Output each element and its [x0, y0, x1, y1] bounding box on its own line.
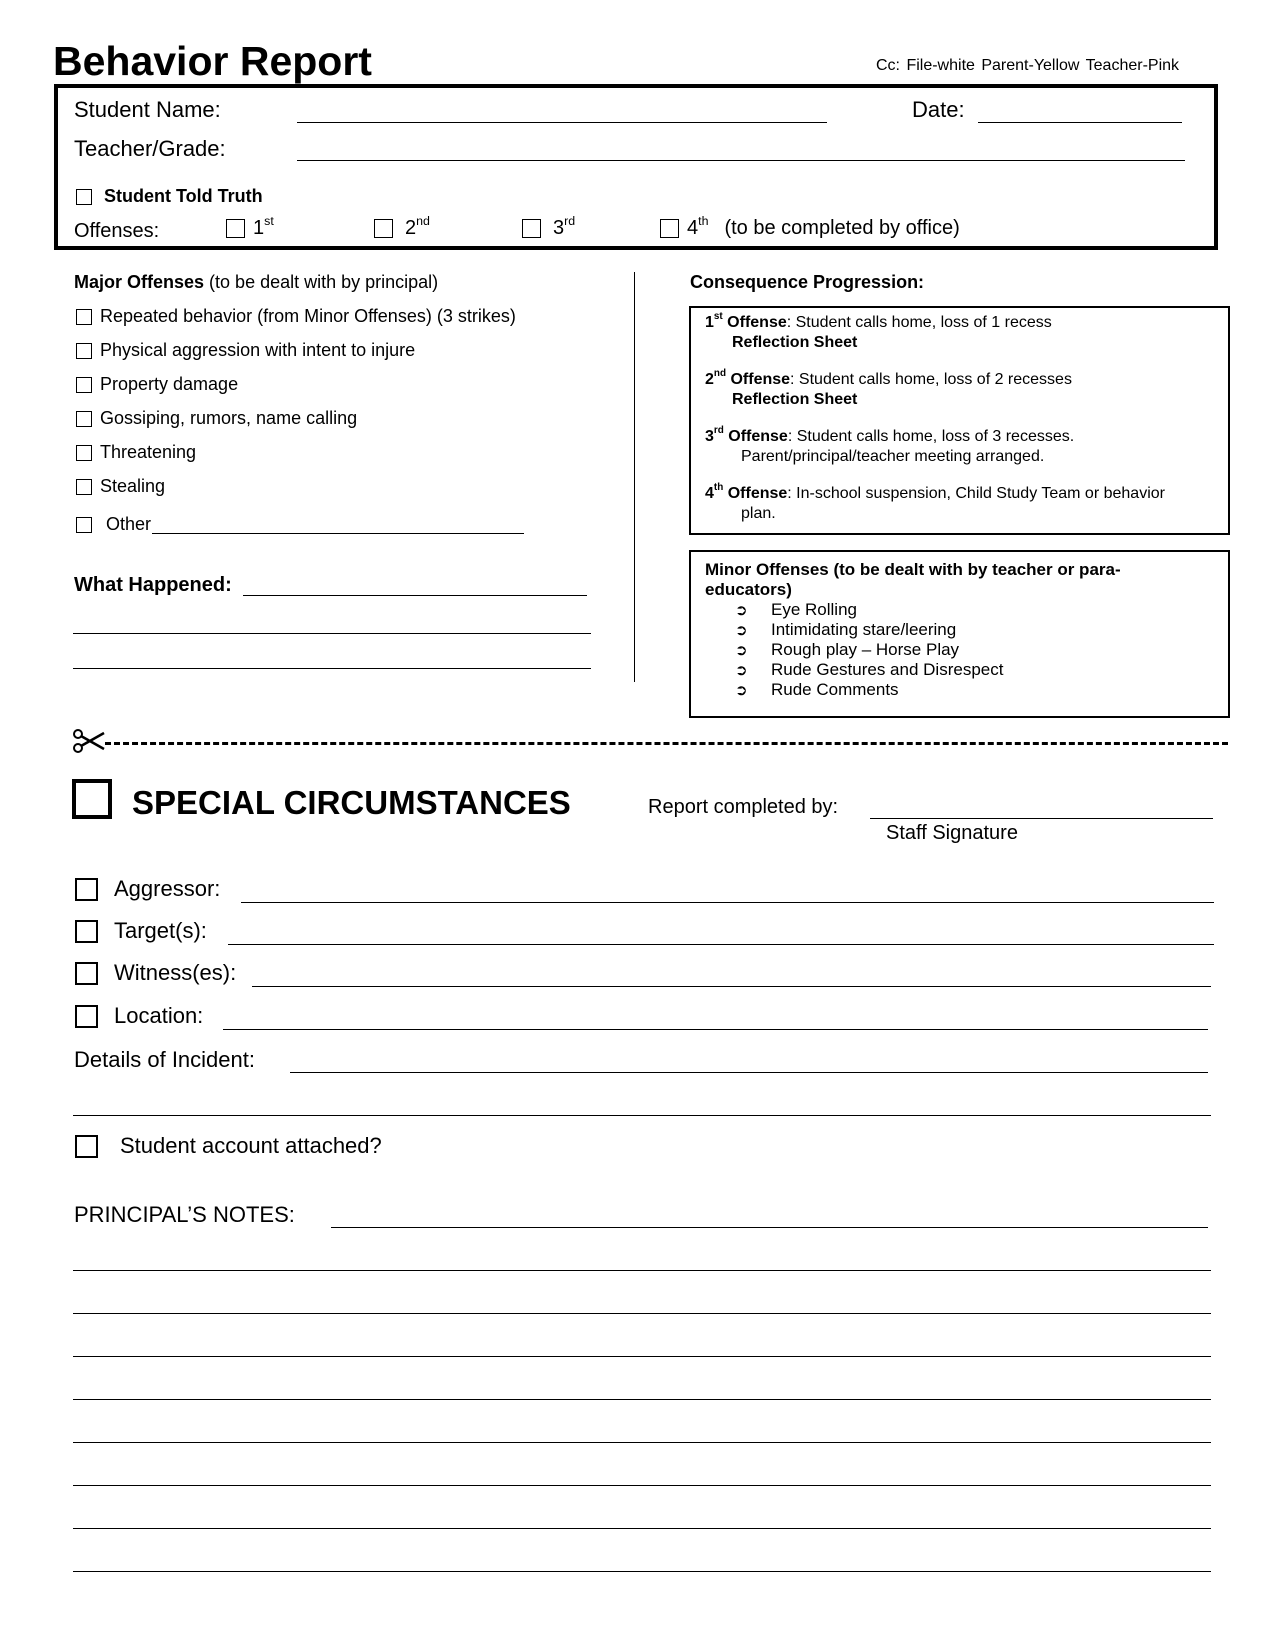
other-label: Other — [106, 514, 152, 534]
offenses-label: Offenses: — [74, 220, 160, 242]
consequence-item-2 — [705, 368, 1072, 389]
witnesses-checkbox[interactable] — [75, 962, 98, 985]
minor-item — [735, 680, 899, 700]
major-item-label: Property damage — [100, 374, 239, 394]
location-field[interactable] — [223, 1029, 1208, 1030]
major-item[interactable] — [76, 408, 357, 429]
location-checkbox[interactable] — [75, 1005, 98, 1028]
notes-line[interactable] — [73, 1485, 1211, 1486]
other-field[interactable] — [152, 533, 524, 534]
offense-consequence: : Student calls home, loss of 3 recesses. — [787, 428, 1075, 445]
offense-consequence: : Student calls home, loss of 1 recess — [786, 314, 1052, 331]
consequence-item-2-line2: Reflection Sheet — [732, 391, 858, 408]
major-item-label: Stealing — [100, 476, 166, 496]
offense-number: 3 — [705, 428, 714, 445]
offense-number: 3 — [553, 217, 565, 239]
office-note: (to be completed by office) — [724, 217, 960, 239]
offense-consequence: : Student calls home, loss of 2 recesses — [790, 371, 1072, 388]
special-circumstances-title: SPECIAL CIRCUMSTANCES — [132, 784, 571, 821]
details-line[interactable] — [73, 1115, 1211, 1116]
location-label: Location: — [114, 1003, 204, 1028]
consequence-item-4 — [705, 482, 1165, 503]
aggressor-row[interactable] — [75, 876, 220, 902]
minor-item-label: Eye Rolling — [771, 600, 857, 619]
location-row[interactable] — [75, 1003, 203, 1029]
student-name-label: Student Name: — [74, 97, 221, 122]
arrow-bullet-icon: ➲ — [735, 662, 748, 679]
checkbox[interactable] — [76, 377, 92, 393]
offense-option-3[interactable] — [522, 214, 576, 240]
offense-number: 1 — [705, 314, 714, 331]
targets-row[interactable] — [75, 918, 207, 944]
arrow-bullet-icon: ➲ — [735, 642, 748, 659]
arrow-bullet-icon: ➲ — [735, 602, 748, 619]
teacher-grade-label: Teacher/Grade: — [74, 136, 226, 161]
aggressor-field[interactable] — [241, 902, 1214, 903]
copy-distribution: Cc: File-white Parent-Yellow Teacher-Pink — [876, 57, 1180, 74]
major-item-label: Gossiping, rumors, name calling — [100, 408, 358, 428]
offense-number: 1 — [253, 217, 265, 239]
notes-line[interactable] — [73, 1270, 1211, 1271]
date-field[interactable] — [978, 122, 1182, 123]
consequence-item-4-line2: plan. — [741, 505, 776, 522]
major-item[interactable] — [76, 374, 238, 395]
staff-signature-label: Staff Signature — [886, 822, 1018, 844]
aggressor-label: Aggressor: — [114, 876, 221, 901]
notes-line[interactable] — [73, 1399, 1211, 1400]
checkbox[interactable] — [76, 343, 92, 359]
minor-item — [735, 640, 959, 660]
checkbox[interactable] — [76, 479, 92, 495]
consequence-heading: Consequence Progression: — [690, 272, 925, 292]
offense-number: 2 — [705, 371, 714, 388]
offense-number: 4 — [705, 485, 714, 502]
witnesses-row[interactable] — [75, 960, 236, 986]
report-completed-label: Report completed by: — [648, 796, 839, 818]
arrow-bullet-icon: ➲ — [735, 682, 748, 699]
major-item[interactable] — [76, 340, 415, 361]
scissors-icon — [72, 727, 106, 760]
notes-line[interactable] — [73, 1571, 1211, 1572]
page-title: Behavior Report — [53, 38, 372, 84]
minor-item — [735, 620, 956, 640]
notes-line[interactable] — [73, 1528, 1211, 1529]
minor-item-label: Intimidating stare/leering — [771, 620, 957, 639]
minor-offenses-heading: Minor Offenses (to be dealt with by teacher or para- — [705, 560, 1121, 579]
notes-line[interactable] — [73, 1356, 1211, 1357]
ordinal-suffix: th — [698, 214, 709, 228]
offense-2-checkbox[interactable] — [374, 219, 393, 238]
told-truth-checkbox[interactable] — [76, 189, 92, 205]
minor-item — [735, 660, 1003, 680]
offense-4-checkbox[interactable] — [660, 219, 679, 238]
ordinal-suffix: rd — [564, 214, 576, 228]
witnesses-label: Witness(es): — [114, 960, 237, 985]
what-happened-text: What Happened — [74, 574, 226, 596]
minor-item-label: Rude Gestures and Disrespect — [771, 660, 1004, 679]
checkbox[interactable] — [76, 517, 92, 533]
offense-label: Offense — [723, 485, 788, 502]
what-happened-line[interactable] — [73, 633, 591, 634]
major-item[interactable] — [76, 476, 165, 497]
offense-3-checkbox[interactable] — [522, 219, 541, 238]
targets-checkbox[interactable] — [75, 920, 98, 943]
offense-number: 4 — [687, 217, 699, 239]
major-offenses-heading — [74, 272, 438, 293]
targets-field[interactable] — [228, 944, 1214, 945]
details-field[interactable] — [290, 1072, 1208, 1073]
special-circumstances-checkbox[interactable] — [72, 779, 112, 824]
consequence-item-3 — [705, 425, 1075, 446]
major-item-label: Threatening — [100, 442, 197, 462]
aggressor-checkbox[interactable] — [75, 878, 98, 901]
consequence-item-1-line2: Reflection Sheet — [732, 334, 858, 351]
staff-signature-field[interactable] — [870, 818, 1213, 819]
major-item-label: Physical aggression with intent to injure — [100, 340, 416, 360]
student-account-checkbox[interactable] — [75, 1135, 98, 1158]
cut-line — [105, 742, 1228, 745]
consequence-item-1 — [705, 311, 1052, 332]
date-label: Date: — [912, 97, 965, 122]
minor-item — [735, 600, 857, 620]
notes-line[interactable] — [73, 1442, 1211, 1443]
offense-label: Offense — [722, 314, 787, 331]
what-happened-label: What Happened: — [74, 574, 232, 596]
what-happened-line[interactable] — [73, 668, 591, 669]
ordinal-suffix: rd — [713, 425, 724, 436]
notes-line[interactable] — [73, 1313, 1211, 1314]
checkbox[interactable] — [76, 309, 92, 325]
what-happened-field[interactable] — [243, 595, 587, 596]
offense-option-4[interactable] — [660, 214, 960, 240]
checkbox[interactable] — [76, 445, 92, 461]
details-label: Details of Incident: — [74, 1047, 255, 1072]
student-account-row[interactable] — [75, 1133, 382, 1159]
checkbox[interactable] — [76, 411, 92, 427]
offense-option-1[interactable] — [226, 214, 274, 240]
consequence-item-3-line2: Parent/principal/teacher meeting arranged. — [741, 448, 1045, 465]
principal-notes-label: PRINCIPAL’S NOTES: — [74, 1202, 295, 1227]
minor-offenses-heading-2: educators) — [705, 580, 792, 599]
ordinal-suffix: nd — [416, 214, 430, 228]
ordinal-suffix: th — [713, 482, 724, 493]
major-item[interactable] — [76, 306, 516, 327]
student-account-label: Student account attached? — [120, 1133, 382, 1158]
minor-item-label: Rough play – Horse Play — [771, 640, 960, 659]
major-offenses-subtitle: (to be dealt with by principal) — [204, 272, 439, 292]
column-divider — [634, 272, 635, 682]
arrow-bullet-icon: ➲ — [735, 622, 748, 639]
offense-1-checkbox[interactable] — [226, 219, 245, 238]
witnesses-field[interactable] — [252, 986, 1211, 987]
major-item-other[interactable] — [76, 514, 151, 535]
ordinal-suffix: st — [713, 311, 723, 322]
offense-consequence: : In-school suspension, Child Study Team or behavior — [787, 485, 1165, 502]
ordinal-suffix: st — [264, 214, 274, 228]
principal-notes-field[interactable] — [331, 1227, 1208, 1228]
ordinal-suffix: nd — [713, 368, 727, 379]
major-offenses-title: Major Offenses — [74, 272, 205, 292]
offense-label: Offense — [723, 428, 788, 445]
targets-label: Target(s): — [114, 918, 207, 943]
offense-label: Offense — [726, 371, 791, 388]
major-item[interactable] — [76, 442, 196, 463]
student-name-field[interactable] — [297, 122, 827, 123]
minor-item-label: Rude Comments — [771, 680, 899, 699]
told-truth-label: Student Told Truth — [104, 186, 263, 206]
offense-number: 2 — [405, 217, 417, 239]
offense-option-2[interactable] — [374, 214, 430, 240]
teacher-grade-field[interactable] — [297, 160, 1185, 161]
major-item-label: Repeated behavior (from Minor Offenses) (3 strikes) — [100, 306, 516, 326]
